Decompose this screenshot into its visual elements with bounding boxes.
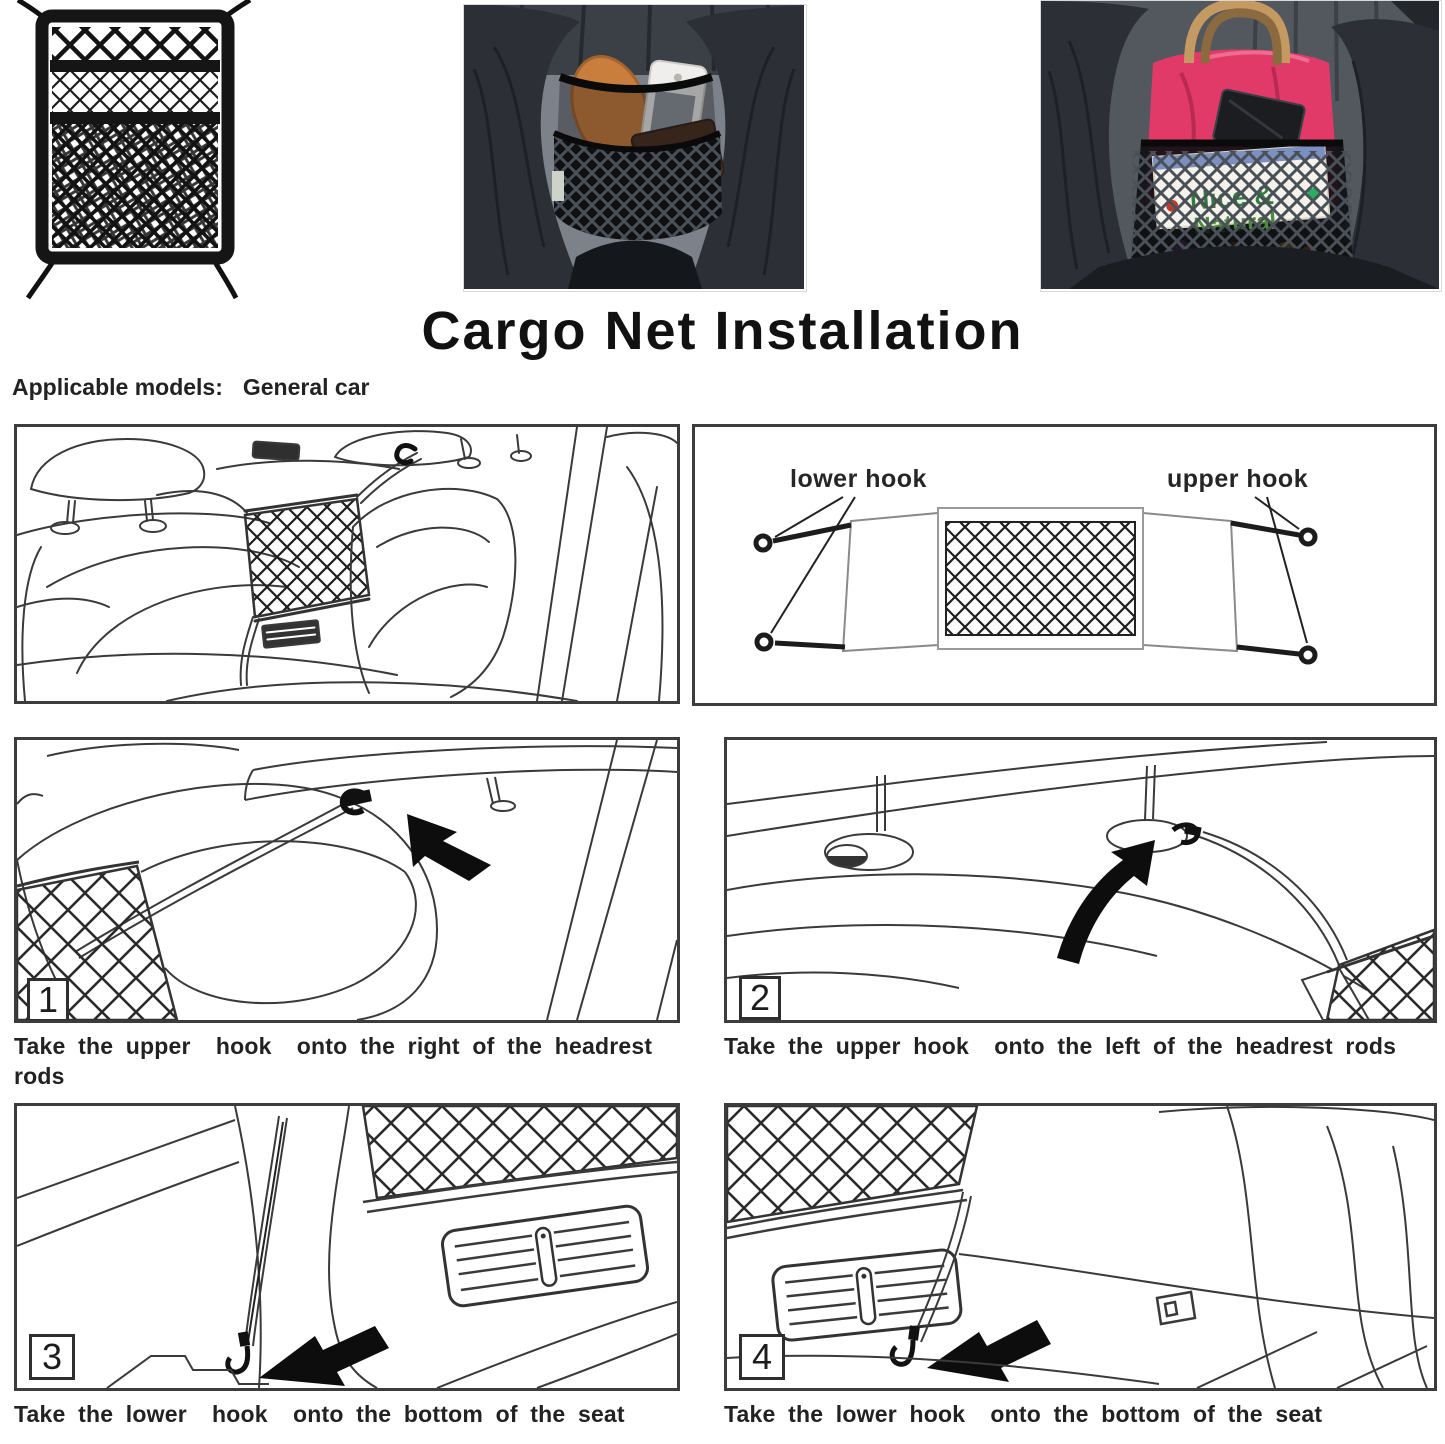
upper-hook-label: upper hook: [1167, 465, 1309, 493]
overview-seats-panel: [14, 424, 680, 704]
net-mesh-center: [946, 522, 1135, 635]
applicable-models-label: Applicable models:: [12, 374, 223, 400]
pouch-tag: [552, 171, 564, 201]
lower-hook-top-icon: [756, 536, 770, 550]
floor-lines: [17, 654, 577, 701]
step-2-caption: Take the upper hook onto the left of the headrest rods: [724, 1033, 1397, 1059]
step-1-drawing: [17, 740, 677, 1020]
upper-hook-top-icon: [1301, 530, 1315, 544]
step-4-panel: [724, 1103, 1437, 1391]
headrest-rod-right: [1145, 765, 1155, 820]
product-photo-installed: [463, 4, 807, 292]
step-3-drawing: [17, 1106, 677, 1388]
net-mid-band: [52, 72, 218, 112]
upper-hook-icon: [1173, 825, 1202, 843]
door-pillar: [537, 427, 677, 701]
handbag-photo-drawing: [1041, 1, 1439, 289]
net-main-mesh: [52, 124, 218, 248]
mesh-pouch: [552, 77, 722, 240]
step-2-drawing: [727, 740, 1434, 1020]
lower-hook-label: lower hook: [790, 465, 927, 493]
headrest-bottom: [727, 756, 1434, 836]
console-vent: [262, 620, 320, 648]
shelf-handle: [252, 441, 299, 460]
seat-latch: [1157, 1292, 1195, 1324]
step-2-panel: [724, 737, 1437, 1023]
step-4-caption: Take the lower hook onto the bottom of the seat: [724, 1401, 1323, 1427]
product-photo-handbag: [1040, 0, 1442, 292]
hook-diagram-panel: [692, 424, 1437, 706]
direction-arrow-icon: [407, 814, 491, 881]
upper-hook-icon: [343, 789, 372, 812]
rod-socket: [827, 856, 867, 867]
cargo-net: [1327, 930, 1434, 1020]
step-2-badge: 2: [739, 976, 781, 1020]
applicable-models-line: [12, 374, 369, 401]
passenger-seat: [351, 489, 516, 697]
net-strap: [248, 1122, 283, 1342]
console-vent: [772, 1249, 963, 1342]
product-photo-net: [10, 0, 258, 300]
seat-back: [17, 784, 341, 860]
step-1-caption: Take the upper hook onto the right of the headrest rods: [14, 1033, 665, 1089]
applicable-models-value: General car: [242, 374, 370, 400]
net-strap: [1197, 832, 1347, 965]
step-4-badge: 4: [739, 1334, 785, 1380]
direction-arrow-icon: [927, 1320, 1051, 1382]
cargo-net: [363, 1106, 677, 1198]
left-headrest: [31, 439, 204, 493]
step-3-panel: [14, 1103, 680, 1391]
upper-hook-bottom-icon: [1301, 648, 1315, 662]
console-vent: [441, 1204, 650, 1307]
step-3-caption: Take the lower hook onto the bottom of the seat: [14, 1401, 625, 1427]
step-4-drawing: [727, 1106, 1434, 1388]
seats-overview-drawing: [17, 427, 677, 701]
right-headrest: [335, 431, 531, 468]
step-1-panel: [14, 737, 680, 1023]
net-top-band: [52, 27, 218, 60]
direction-arrow-icon: [259, 1326, 389, 1386]
seat-install-photo-drawing: [464, 5, 804, 289]
lower-hook-bottom-icon: [757, 635, 771, 649]
step-1-badge: 1: [27, 978, 69, 1022]
step-3-badge: 3: [29, 1334, 75, 1380]
lower-hook-icon: [228, 1331, 250, 1372]
cargo-net-drawing: [10, 0, 258, 300]
page-title: Cargo Net Installation: [421, 301, 1024, 361]
